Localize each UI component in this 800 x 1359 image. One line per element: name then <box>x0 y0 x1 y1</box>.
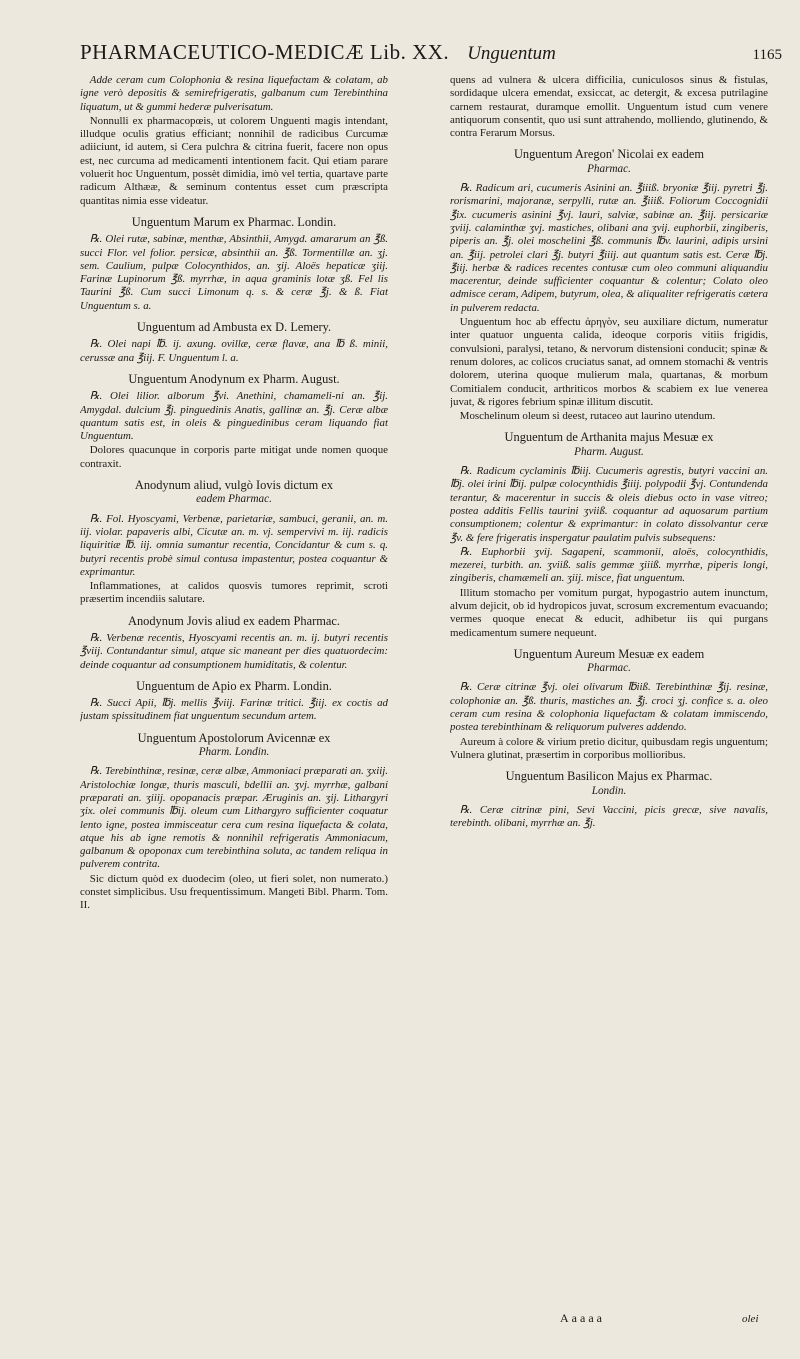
text-paragraph: Dolores quacunque in corporis parte mitigat unde nomen quoque contraxit. <box>80 444 388 470</box>
recipe-paragraph: ℞. Verbenæ recentis, Hyoscyami recentis an. m. ij. butyri recentis ℥viij. Contundantur simul, atque sic maneant per dies quatuordecim: deinde coquantur ad consumptionem humiditatis, & colentur. <box>80 631 388 671</box>
recipe-paragraph: ℞. Euphorbii ʒvij. Sagapeni, scammonii, aloës, colocynthidis, mezerei, turbith. an. ʒviiß. salis gemmæ ʒiiiß. myrrhæ, piperis longi, zingiberis, chamæmeli an. ʒiij. misce, fiat unguentum. <box>450 545 768 585</box>
right-column <box>450 74 768 1349</box>
section-subheading: eadem Pharmac. <box>196 493 272 506</box>
text-paragraph: Illitum stomacho per vomitum purgat, hypogastrio autem inunctum, alvum dejicit, ob id hydropicos juvat, scrosum excrementum evacuando; vermes quoque enecat & educit, adhibetur iis qui purgans medicamentum sumere nequeunt. <box>450 586 768 639</box>
section-subheading: Pharmac. <box>587 662 631 675</box>
section-subheading: Pharm. August. <box>574 445 644 458</box>
recipe-paragraph: ℞. Ceræ citrinæ ℥vj. olei olivarum ℔iiß. Terebinthinæ ℥ij. resinæ, colophoniæ an. ℥ß. thuris, mastiches an. ℥j. croci ʒj. confice s. a. oleo ceram cum resina & colophonia liquefactam & colatam immiscendo, postea terebinthinam & reliquorum pulveres addendo. <box>450 681 768 734</box>
text-paragraph: Nonnulli ex pharmacopœis, ut colorem Unguenti magis intendant, illudque oculis gratius efficiant; nonnihil de radicibus Curcumæ adiiciunt, id autem, si Cera pulchra & citrina fuerit, facere non opus est, nec curcuma ad medicamenti intentionem facit. Qui etiam parare voluerit hoc Unguentum, possèt dimidia, imò vel tertia, quartave parte radicum Althææ, & seminum contentus esset cum præscripta quantitas nimia esse videatur. <box>80 114 388 207</box>
recipe-paragraph: ℞. Fol. Hyoscyami, Verbenæ, parietariæ, sambuci, geranii, an. m. iij. violar. papaveris albi, Cicutæ an. m. vj. sempervivi m. iij. radicis liquiritiæ ℔. iij. omnia sumantur recentia, Concidantur & cum s. q. butyri recentis probè simul contusa impastentur, postea coquantur & exprimantur. <box>80 512 388 578</box>
section-subheading: Pharm. Londin. <box>198 746 270 759</box>
section-heading: Unguentum Anodynum ex Pharm. August. <box>128 371 340 386</box>
recipe-paragraph: ℞. Radicum cyclaminis ℔iij. Cucumeris agrestis, butyri vaccini an. ℔j. olei irini ℔ij. pulpæ colocynthidis ℥iiij. polypodii ℥vj. Contundenda terantur, & macerentur in succis & oleis diebus octo in vase vitreo; postea additis Fellis taurini ʒviiß. coquantur ad aquosarum partium consumptionem; colentur & exprimantur: in colato dissolvantur ceræ ℥v. & fere frigeratis inspergatur paulatim pulvis subsequens: <box>450 465 768 544</box>
page-number: 1165 <box>752 47 782 63</box>
signature-mark: Aaaaa <box>560 1311 605 1325</box>
section-heading: Unguentum Marum ex Pharmac. Londin. <box>131 214 337 229</box>
section-heading: Unguentum Apostolorum Avicennæ ex <box>137 730 331 745</box>
text-paragraph: Sic dictum quòd ex duodecim (oleo, ut fieri solet, non numerato.) constet simplicibus. Usu frequentissimum. Mangeti Bibl. Pharm. Tom. II. <box>80 872 388 912</box>
section-subheading: Pharmac. <box>587 162 631 175</box>
section-heading: Anodynum aliud, vulgò Iovis dictum ex <box>134 478 334 493</box>
section-heading: Unguentum Aureum Mesuæ ex eadem <box>513 646 705 661</box>
section-heading: Unguentum ad Ambusta ex D. Lemery. <box>136 320 332 335</box>
left-column <box>80 74 388 1349</box>
text-paragraph: Inflammationes, at calidos quosvis tumores reprimit, scroti præsertim incendiis salutare. <box>80 580 388 606</box>
running-header <box>80 40 782 70</box>
section-heading: Unguentum de Apio ex Pharm. Londin. <box>136 678 332 693</box>
running-section: Unguentum <box>467 43 556 64</box>
section-subheading: Londin. <box>591 784 627 797</box>
recipe-paragraph: ℞. Olei lilior. alborum ℥vi. Anethini, chamameli-ni an. ℥ij. Amygdal. dulcium ℥j. pinguedinis Anatis, gallinæ an. ℥j. Ceræ albæ quantum satis est, in oleis & pinguedinibus ceram liquando fiat Unguentum. <box>80 390 388 443</box>
section-heading: Unguentum de Arthanita majus Mesuæ ex <box>504 430 714 445</box>
recipe-paragraph: ℞. Terebinthinæ, resinæ, ceræ albæ, Ammoniaci præparati an. ʒxiij. Aristolochiæ longæ, thuris masculi, bdellii an. ʒvj. myrrhæ, galbani præparati an. ʒiiij. opopanacis præpar. Æruginis an. ʒij. Lithargyri ʒix. olei communis ℔ij. oleum cum Lithargyro sufficienter coquatur lento igne, postea immisceatur cera cum resina liquefacta & colata, atque his ab igne remotis & nonnihil refrigeratis Ammoniacum, galbanum & opoponax cum terebinthina soluta, ac tandem reliqua in pulverem contrita. <box>80 765 388 871</box>
catchword: olei <box>742 1313 759 1325</box>
recipe-paragraph: Adde ceram cum Colophonia & resina liquefactam & colatam, ab igne verò depositis & semirefrigeratis, galbanum cum Terebinthina liquatum, ut & gummi hederæ pulverisatum. <box>80 74 388 113</box>
text-paragraph: Aureum à colore & virium pretio dicitur, quibusdam regis unguentum; Vulnera glutinat, præsertim in corporibus mollioribus. <box>450 735 768 761</box>
text-paragraph: Unguentum hoc ab effectu ἀρηγὸν, seu auxiliare dictum, numeratur inter quatuor unguenta calida, ideoque corporis vitiis frigidis, convulsioni, paralysi, tetano, & nervorum distensioni conducit; spinæ & renum dolores, ac colicos cruciatus sanat, ad omnem stomachi & ventris dolorem, uterina quoque mulierum mala, quartanas, & morbum Comitialem conducit, arthriticos morbos & scabiem ex lue venerea juvat, & rigores febrium spinæ illitum discutit. <box>450 316 768 408</box>
recipe-paragraph: ℞. Olei rutæ, sabinæ, menthæ, Absinthii, Amygd. amararum an ℥ß. succi Flor. vel folior. persicæ, absinthii an. ℥ß. Tormentillæ an. ʒj. sem. Caulium, pulpæ Colocynthidos, an. ʒij. Aloës hepaticæ ʒiij. Farinæ Lupinorum ℥ß. myrrhæ, in aqua graminis lotæ ʒß. Fel lis Taurini ℥ß. Cum succi Limonum q. s. & ceræ ℥j. & ß. Fiat Unguentum s. a. <box>80 233 388 312</box>
recipe-paragraph: ℞. Radicum ari, cucumeris Asinini an. ℥iiiß. bryoniæ ℥iij. pyretri ℥j. rorismarini, majoranæ, serpylli, rutæ an. ℥iiiß. Foliorum Coccognidii ℥ix. cucumeris asinini ℥vj. lauri, salviæ, sabinæ an. ℥iij. persicariæ ʒviij. calaminthæ ʒvj. mastiches, olibani ana ʒvij. euphorbii, zingiberis, piperis an. ℥j. olei moschelini ℥ß. communis ℔v. laurini, adipis ursini an. ℥iij. petrolei clari ℥j. butyri ℥iiij. aut quantum satis est. Ceræ ℔j. ℥iij. herbæ & radices recentes contusæ cum oleo communi aliquandiu macerentur, deinde sufficienter coquantur & colentur; Colato oleo admisce ceram, Adipem, butyrum, olea, & aliqualiter refrigeratis cætera in pulverem redacta. <box>450 182 768 314</box>
recipe-paragraph: ℞. Succi Apii, ℔j. mellis ℥viij. Farinæ tritici. ℥iij. ex coctis ad justam spissitudinem fiat unguentum secundum artem. <box>80 697 388 723</box>
text-paragraph: quens ad vulnera & ulcera difficilia, cuniculosos sinus & fistulas, sordidaque ulcera emendat, exsiccat, ac detergit, & excesa putrilagine carnem restaurat, duramque emollit. Unguentum istud cum venere antiquorum consentit, quo usi sunt attrahendo, molliendo, glutinendo, & contra Ferarum Morsus. <box>450 74 768 140</box>
section-heading: Unguentum Aregon' Nicolai ex eadem <box>513 147 705 162</box>
section-heading: Anodynum Jovis aliud ex eadem Pharmac. <box>128 613 340 628</box>
section-heading: Unguentum Basilicon Majus ex Pharmac. <box>505 769 713 784</box>
recipe-paragraph: ℞. Ceræ citrinæ pini, Sevi Vaccini, picis grecæ, sive navalis, terebinth. olibani, myrrhæ an. ℥j. <box>450 803 768 830</box>
text-paragraph: Moschelinum oleum si deest, rutaceo aut laurino utendum. <box>459 410 716 423</box>
recipe-paragraph: ℞. Olei napi ℔. ij. axung. ovillæ, ceræ flavæ, ana ℔ ß. minii, cerussæ ana ℥iij. F. Unguentum l. a. <box>80 338 388 364</box>
running-title: PHARMACEUTICO-MEDICÆ Lib. XX. <box>80 40 450 64</box>
